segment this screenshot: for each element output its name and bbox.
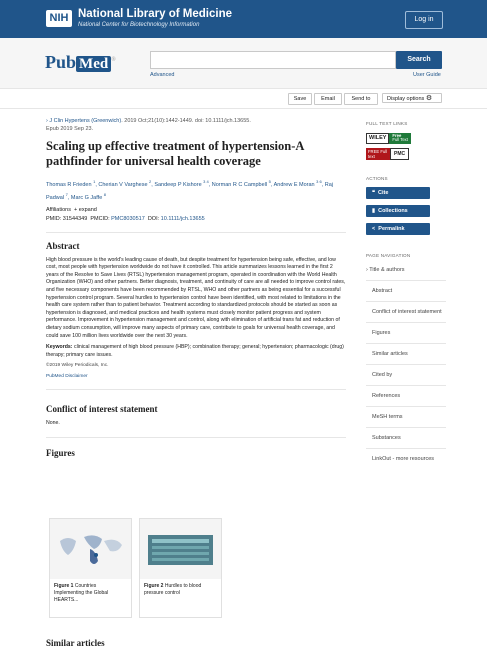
author-list: Thomas R Frieden $^1$, Cherian V Varghese $^2$, Sandeep P Kishore $^{3 4}$, Norman R C Campbell $^5$, Andrew E Moran $^{3 6}$, Raj Padwal $^7$, Marc G Jaffe $^8$ <box>46 179 334 201</box>
actions-label: ACTIONS <box>366 176 388 181</box>
nih-logo[interactable]: NIH <box>46 10 72 27</box>
author-link[interactable]: Cherian V Varghese $^2$ <box>98 179 152 188</box>
abstract-heading: Abstract <box>46 240 80 251</box>
display-options-label: Display options <box>387 96 425 102</box>
affiliations-row <box>46 207 346 213</box>
author-link[interactable]: Raj Padwal $^7$ <box>46 181 334 201</box>
wiley-free-badge: Free Full Text <box>389 133 411 144</box>
figure-2-thumbnail[interactable] <box>140 519 221 579</box>
doi-label: DOI: <box>147 215 160 222</box>
nav-substances[interactable]: Substances <box>366 428 446 449</box>
divider <box>46 389 346 390</box>
nav-references[interactable]: References <box>366 386 446 407</box>
page-navigation-label: PAGE NAVIGATION <box>366 253 411 258</box>
pmid: PMID: 31544349 <box>46 215 88 222</box>
user-guide-link[interactable]: User Guide <box>413 72 441 78</box>
nav-figures[interactable]: Figures <box>366 323 446 344</box>
gear-icon: ⚙ <box>425 95 433 102</box>
full-text-links-label: FULL TEXT LINKS <box>366 121 408 126</box>
wiley-logo: WILEY <box>366 133 389 144</box>
cite-button[interactable] <box>366 187 430 199</box>
pubmed-logo[interactable] <box>45 52 116 73</box>
right-sidebar <box>366 121 446 469</box>
figures-heading: Figures <box>46 448 75 459</box>
nav-conflict-of-interest[interactable]: Conflict of interest statement <box>366 302 446 323</box>
figure-1-caption: Figure 1 Countries Implementing the Global HEARTS... <box>54 583 109 603</box>
collections-label: Collections <box>378 208 408 214</box>
search-input[interactable] <box>150 51 396 69</box>
page-nav-list <box>366 260 446 469</box>
bookmark-icon: ▮ <box>372 208 376 214</box>
nlm-title[interactable]: National Library of Medicine <box>78 8 232 20</box>
pubmed-search-bar <box>0 38 487 89</box>
nav-title-authors[interactable]: › Title & authors <box>366 260 446 281</box>
figure-1-thumbnail[interactable] <box>50 519 131 579</box>
citation-line <box>46 118 346 133</box>
logo-pub: Pub <box>45 52 77 72</box>
similar-articles-heading: Similar articles <box>46 638 105 648</box>
quote-icon: ❝ <box>372 190 375 196</box>
identifiers-row <box>46 216 346 222</box>
keywords-label: Keywords: <box>46 344 73 351</box>
author-link[interactable]: Thomas R Frieden $^1$ <box>46 179 96 188</box>
doi-link[interactable]: 10.1111/jch.13655 <box>160 215 205 222</box>
epub-date: Epub 2019 Sep 23. <box>46 125 94 132</box>
cite-label: Cite <box>378 190 389 196</box>
login-button[interactable]: Log in <box>405 11 443 29</box>
collections-button[interactable] <box>366 205 430 217</box>
advanced-link[interactable]: Advanced <box>150 72 175 78</box>
affiliations-label: Affiliations <box>46 206 71 213</box>
search-button[interactable]: Search <box>396 51 442 69</box>
article-main <box>46 118 346 458</box>
permalink-label: Permalink <box>378 226 405 232</box>
hurdles-diagram-image <box>140 519 221 579</box>
keywords <box>46 344 346 359</box>
keywords-text: clinical management of high blood pressure (HBP); combination therapy; general; hypertension; pharmacologic (drug) therapy; primary care issues. <box>46 344 344 358</box>
logo-med: Med <box>76 56 111 72</box>
nav-abstract[interactable]: Abstract <box>366 281 446 302</box>
pmcid-label: PMCID: <box>90 215 110 222</box>
nih-header <box>0 0 487 38</box>
nav-mesh-terms[interactable]: MeSH terms <box>366 407 446 428</box>
ncbi-subtitle: National Center for Biotechnology Information <box>78 22 200 28</box>
save-button[interactable]: Save <box>288 93 312 105</box>
figure-2-caption: Figure 2 Hurdles to blood pressure control <box>144 583 202 596</box>
chevron-right-icon: › <box>366 267 368 273</box>
coi-heading: Conflict of interest statement <box>46 404 158 414</box>
email-button[interactable]: Email <box>314 93 342 105</box>
free-full-text-badge: FREE Full text <box>366 148 390 160</box>
logo-registered: ® <box>111 57 116 63</box>
author-link[interactable]: Norman R C Campbell $^5$ <box>211 179 271 188</box>
display-options-button[interactable] <box>382 93 442 103</box>
nav-linkout[interactable]: LinkOut - more resources <box>372 456 435 462</box>
divider <box>46 232 346 233</box>
chevron-right-icon: › <box>46 118 48 124</box>
abstract-text: High blood pressure is the world's leading cause of death, but despite treatment for hypertension being safe, effective, and low cost, most people with hypertension worldwide do not have it controlled. This article summarizes lessons learned in the first 2 years of the Resolve to Save Lives (RTSL) hypertension management program, operated in coordination with the World Health Organization (WHO) and other partners. Better diagnosis, treatment, and continuity of care are all needed to improve control rates, and five necessary components have been recommended by RTSL, WHO and other partners as being essential for a successful hypertension control program. Several hurdles to hypertension control have been identified, with most related to limitations in the health care system rather than to patient behavior. Treatment according to standardized protocols should be started as soon as hypertension is diagnosed, and medical practices and health systems must closely monitor patient progress and system performance. Improvement in hypertension management and control, along with elimination of artificial trans fat and reduction of dietary sodium consumption, will improve many aspects of primary care, contribute to goals for universal health coverage, and could save 100 million lives worldwide over the next 30 years. <box>46 256 346 339</box>
expand-affiliations-button[interactable]: + expand <box>74 206 97 213</box>
coi-text: None. <box>46 420 60 426</box>
author-link[interactable]: Andrew E Moran $^{3 6}$ <box>273 179 322 188</box>
nav-cited-by[interactable]: Cited by <box>366 365 446 386</box>
figure-1-card[interactable] <box>49 518 132 618</box>
world-map-image <box>50 519 131 579</box>
pmc-logo: PMC <box>390 148 409 160</box>
divider <box>46 437 346 438</box>
copyright: ©2019 Wiley Periodicals, Inc. <box>46 363 109 368</box>
send-to-button[interactable]: Send to <box>344 93 378 105</box>
citation-text: . 2019 Oct;21(10):1442-1449. doi: 10.1111/jch.13655. <box>121 118 251 124</box>
author-link[interactable]: Marc G Jaffe $^8$ <box>70 191 107 201</box>
pmcid-link[interactable]: PMC8030517 <box>111 215 145 222</box>
share-icon: < <box>372 226 376 232</box>
article-title: Scaling up effective treatment of hypertension-A pathfinder for universal health coverage <box>46 139 304 168</box>
author-link[interactable]: Sandeep P Kishore $^{3 4}$ <box>154 179 209 188</box>
journal-link[interactable]: J Clin Hypertens (Greenwich) <box>49 118 122 124</box>
pubmed-disclaimer-link[interactable]: PubMed Disclaimer <box>46 374 88 379</box>
figure-2-card[interactable] <box>139 518 222 618</box>
article-toolbar <box>0 88 487 109</box>
wiley-link[interactable] <box>366 133 446 144</box>
permalink-button[interactable] <box>366 223 430 235</box>
nav-similar-articles[interactable]: Similar articles <box>366 344 446 365</box>
pmc-link[interactable] <box>366 148 446 160</box>
